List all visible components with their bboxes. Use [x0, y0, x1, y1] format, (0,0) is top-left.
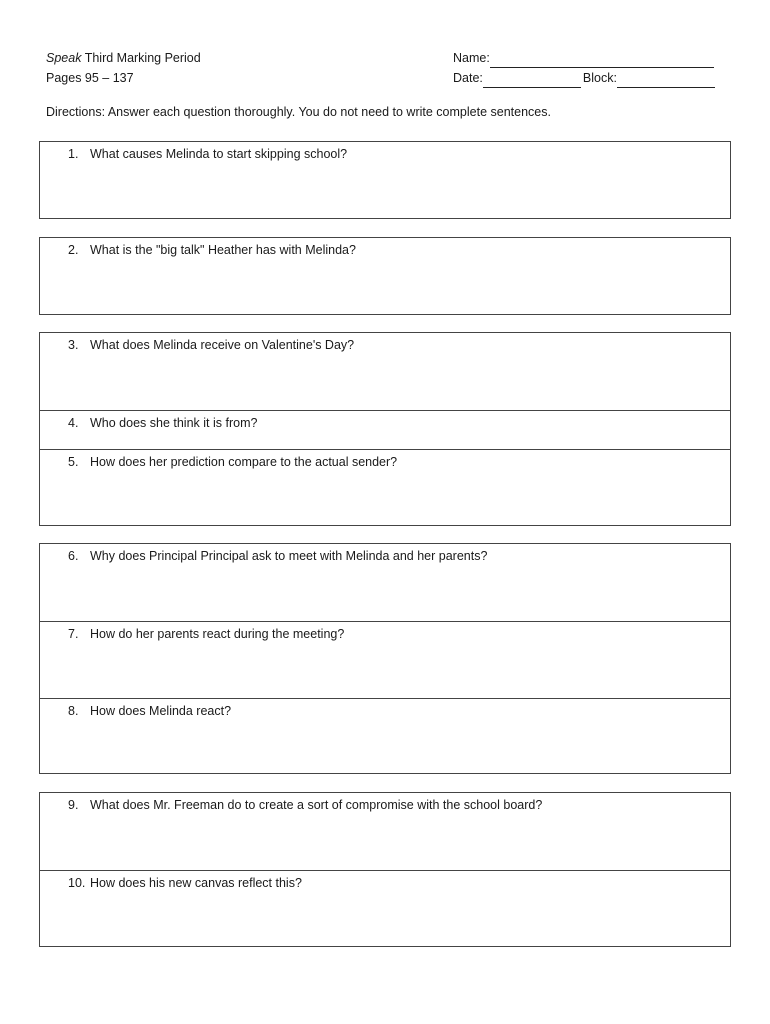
question-10: 10. How does his new canvas reflect this?: [68, 876, 302, 890]
question-2: 2. What is the "big talk" Heather has with Melinda?: [68, 243, 356, 257]
question-cell[interactable]: [40, 870, 730, 946]
question-box: [39, 141, 731, 219]
question-cell[interactable]: [40, 410, 730, 449]
page-range: Pages 95 – 137: [46, 71, 134, 85]
question-cell[interactable]: [40, 142, 730, 218]
block-blank[interactable]: [617, 73, 715, 88]
question-cell[interactable]: [40, 793, 730, 870]
header-left: [46, 48, 201, 88]
header-right: [453, 48, 715, 88]
question-cell[interactable]: [40, 238, 730, 314]
question-5: 5. How does her prediction compare to the actual sender?: [68, 455, 398, 469]
date-blank[interactable]: [483, 73, 581, 88]
question-box: [39, 543, 731, 774]
question-box: [39, 237, 731, 315]
question-7: 7. How do her parents react during the meeting?: [68, 627, 345, 641]
question-6: 6. Why does Principal Principal ask to meet with Melinda and her parents?: [68, 549, 488, 563]
block-label: Block:: [582, 71, 617, 85]
question-8: 8. How does Melinda react?: [68, 704, 232, 718]
question-cell[interactable]: [40, 333, 730, 410]
question-cell[interactable]: [40, 449, 730, 525]
worksheet-title: [46, 48, 201, 68]
question-cell[interactable]: [40, 544, 730, 621]
question-cell[interactable]: [40, 698, 730, 773]
question-4: 4. Who does she think it is from?: [68, 416, 258, 430]
name-label: Name:: [453, 51, 490, 65]
question-box: [39, 332, 731, 526]
question-box: [39, 792, 731, 947]
question-3: 3. What does Melinda receive on Valentine's Day?: [68, 338, 355, 352]
date-label: Date:: [453, 71, 483, 85]
book-title: Speak: [46, 51, 82, 65]
question-9: 9. What does Mr. Freeman do to create a sort of compromise with the school board?: [68, 798, 543, 812]
title-rest: Third Marking Period: [81, 51, 201, 65]
name-blank[interactable]: [490, 53, 714, 68]
question-cell[interactable]: [40, 621, 730, 698]
question-1: 1. What causes Melinda to start skipping school?: [68, 147, 348, 161]
directions: Directions: Answer each question thoroughly. You do not need to write complete sentences.: [46, 105, 551, 119]
